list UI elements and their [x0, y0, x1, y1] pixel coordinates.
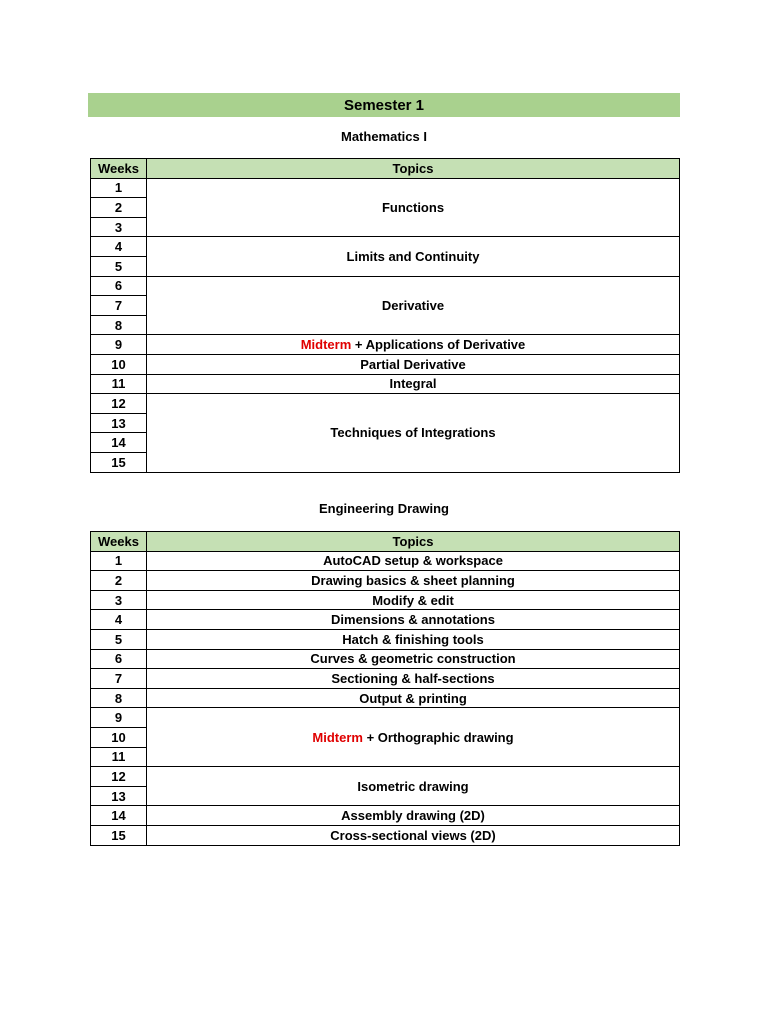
- week-number: 15: [91, 825, 147, 845]
- week-number: 11: [91, 747, 147, 767]
- topic-cell: [147, 649, 680, 669]
- table-header-row: [91, 159, 680, 179]
- week-number: 5: [91, 256, 147, 276]
- table-row: [91, 610, 680, 630]
- topic-text: Sectioning & half-sections: [331, 670, 495, 686]
- topic-cell: [147, 354, 680, 374]
- table-row: [91, 276, 680, 296]
- topic-cell: [147, 806, 680, 826]
- topic-text: Cross-sectional views (2D): [330, 827, 496, 843]
- topic-text: Output & printing: [359, 690, 467, 706]
- topic-text: + Orthographic drawing: [362, 729, 514, 745]
- week-number: 12: [91, 767, 147, 787]
- topic-text: Drawing basics & sheet planning: [311, 572, 515, 588]
- table-row: [91, 806, 680, 826]
- week-number: 14: [91, 433, 147, 453]
- topic-cell: [147, 335, 680, 355]
- table-row: [91, 649, 680, 669]
- topic-cell: [147, 178, 680, 237]
- topic-cell: [147, 629, 680, 649]
- topic-text: Techniques of Integrations: [330, 425, 496, 441]
- topic-text: Partial Derivative: [360, 356, 466, 372]
- engineering-drawing-schedule-table: [90, 531, 680, 846]
- topic-text: Limits and Continuity: [346, 248, 480, 264]
- topic-text: Modify & edit: [372, 592, 454, 608]
- topic-text: Assembly drawing (2D): [341, 808, 485, 824]
- topic-text: Curves & geometric construction: [310, 651, 516, 667]
- topic-text: + Applications of Derivative: [351, 337, 526, 353]
- week-number: 9: [91, 335, 147, 355]
- midterm-label: Midterm: [300, 337, 352, 353]
- table-row: [91, 708, 680, 728]
- week-number: 6: [91, 649, 147, 669]
- week-number: 3: [91, 590, 147, 610]
- week-number: 13: [91, 786, 147, 806]
- week-number: 3: [91, 217, 147, 237]
- topic-cell: [147, 669, 680, 689]
- topic-cell: [147, 551, 680, 571]
- table-row: [91, 178, 680, 198]
- topics-column-header: Topics: [147, 532, 680, 552]
- mathematics-schedule-table: [90, 158, 680, 473]
- topic-cell: [147, 767, 680, 806]
- midterm-label: Midterm: [312, 729, 363, 745]
- topic-text: Dimensions & annotations: [331, 612, 495, 628]
- topic-cell: [147, 571, 680, 591]
- table-row: [91, 354, 680, 374]
- topic-text: AutoCAD setup & workspace: [323, 553, 503, 569]
- topic-text: Hatch & finishing tools: [342, 631, 484, 647]
- topic-cell: [147, 374, 680, 394]
- week-number: 1: [91, 178, 147, 198]
- topic-cell: [147, 825, 680, 845]
- topic-cell: [147, 688, 680, 708]
- table-row: [91, 629, 680, 649]
- table-row: [91, 374, 680, 394]
- weeks-column-header: Weeks: [91, 532, 147, 552]
- table-row: [91, 669, 680, 689]
- week-number: 8: [91, 315, 147, 335]
- topic-text: Functions: [381, 199, 445, 215]
- topic-cell: [147, 394, 680, 472]
- week-number: 11: [91, 374, 147, 394]
- table-row: [91, 688, 680, 708]
- week-number: 15: [91, 452, 147, 472]
- week-number: 10: [91, 727, 147, 747]
- week-number: 4: [91, 610, 147, 630]
- week-number: 5: [91, 629, 147, 649]
- week-number: 12: [91, 394, 147, 414]
- topic-cell: [147, 276, 680, 335]
- table-row: [91, 551, 680, 571]
- table-row: [91, 590, 680, 610]
- topic-text: Isometric drawing: [357, 778, 469, 794]
- week-number: 13: [91, 413, 147, 433]
- table-row: [91, 825, 680, 845]
- table-row: [91, 571, 680, 591]
- table-header-row: [91, 532, 680, 552]
- week-number: 7: [91, 296, 147, 316]
- week-number: 7: [91, 669, 147, 689]
- topic-cell: [147, 610, 680, 630]
- week-number: 2: [91, 198, 147, 218]
- week-number: 4: [91, 237, 147, 257]
- course-title-engineering-drawing: Engineering Drawing: [318, 501, 449, 516]
- weeks-column-header: Weeks: [91, 159, 147, 179]
- table-row: [91, 237, 680, 257]
- week-number: 6: [91, 276, 147, 296]
- topic-cell: [147, 590, 680, 610]
- week-number: 2: [91, 571, 147, 591]
- semester-title: Semester 1: [88, 93, 680, 117]
- table-row: [91, 394, 680, 414]
- week-number: 1: [91, 551, 147, 571]
- course-title-mathematics: Mathematics I: [341, 129, 427, 144]
- week-number: 8: [91, 688, 147, 708]
- topics-column-header: Topics: [147, 159, 680, 179]
- week-number: 14: [91, 806, 147, 826]
- week-number: 10: [91, 354, 147, 374]
- topic-text: Integral: [389, 376, 437, 392]
- topic-text: Derivative: [381, 297, 445, 313]
- topic-cell: [147, 237, 680, 276]
- topic-cell: [147, 708, 680, 767]
- table-row: [91, 335, 680, 355]
- table-row: [91, 767, 680, 787]
- week-number: 9: [91, 708, 147, 728]
